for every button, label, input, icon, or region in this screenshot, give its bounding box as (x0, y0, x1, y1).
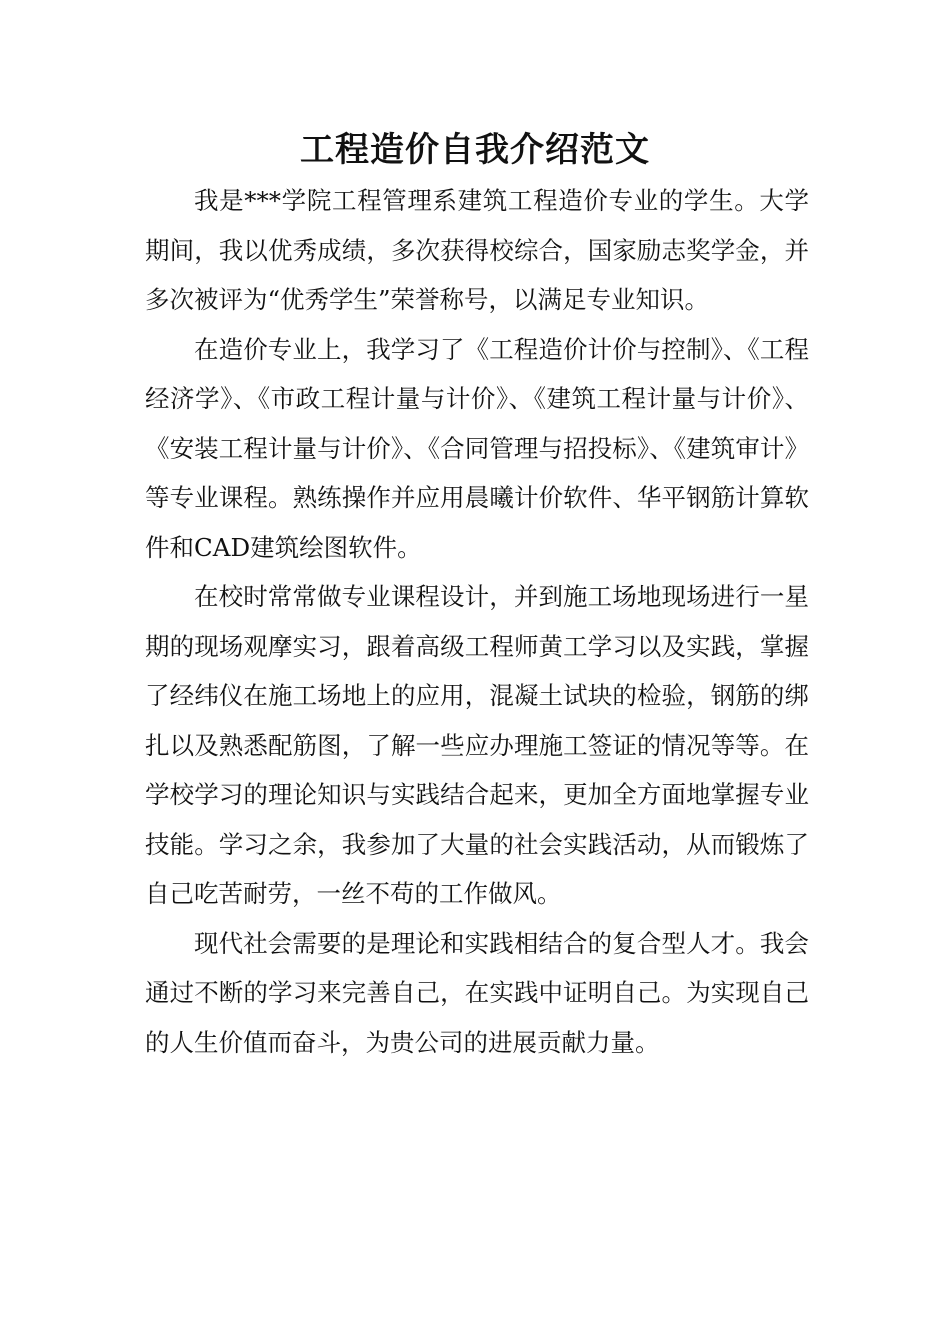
paragraph-4: 现代社会需要的是理论和实践相结合的复合型人才。我会通过不断的学习来完善自己，在实践中证明自己。为实现自己的人生价值而奋斗，为贵公司的进展贡献力量。 (145, 928, 809, 1057)
paragraph-2: 在造价专业上，我学习了《工程造价计价与控制》、《工程经济学》、《市政工程计量与计价》、《建筑工程计量与计价》、《安装工程计量与计价》、《合同管理与招投标》、《建筑审计》等专业课程。熟练操作并应用晨曦计价软件、华平钢筋计算软件和CAD建筑绘图软件。 (145, 334, 809, 562)
document-title: 工程造价自我介绍范文 (300, 130, 650, 170)
paragraph-1: 我是***学院工程管理系建筑工程造价专业的学生。大学期间，我以优秀成绩，多次获得校综合，国家励志奖学金，并多次被评为“优秀学生”荣誉称号，以满足专业知识。 (145, 186, 809, 314)
paragraph-3: 在校时常常做专业课程设计，并到施工场地现场进行一星期的现场观摩实习，跟着高级工程师黄工学习以及实践，掌握了经纬仪在施工场地上的应用，混凝土试块的检验，钢筋的绑扎以及熟悉配筋图，了解一些应办理施工签证的情况等等。在学校学习的理论知识与实践结合起来，更加全方面地掌握专业技能。学习之余，我参加了大量的社会实践活动，从而锻炼了自己吃苦耐劳，一丝不苟的工作做风。 (145, 582, 809, 908)
document-body (145, 176, 809, 1067)
